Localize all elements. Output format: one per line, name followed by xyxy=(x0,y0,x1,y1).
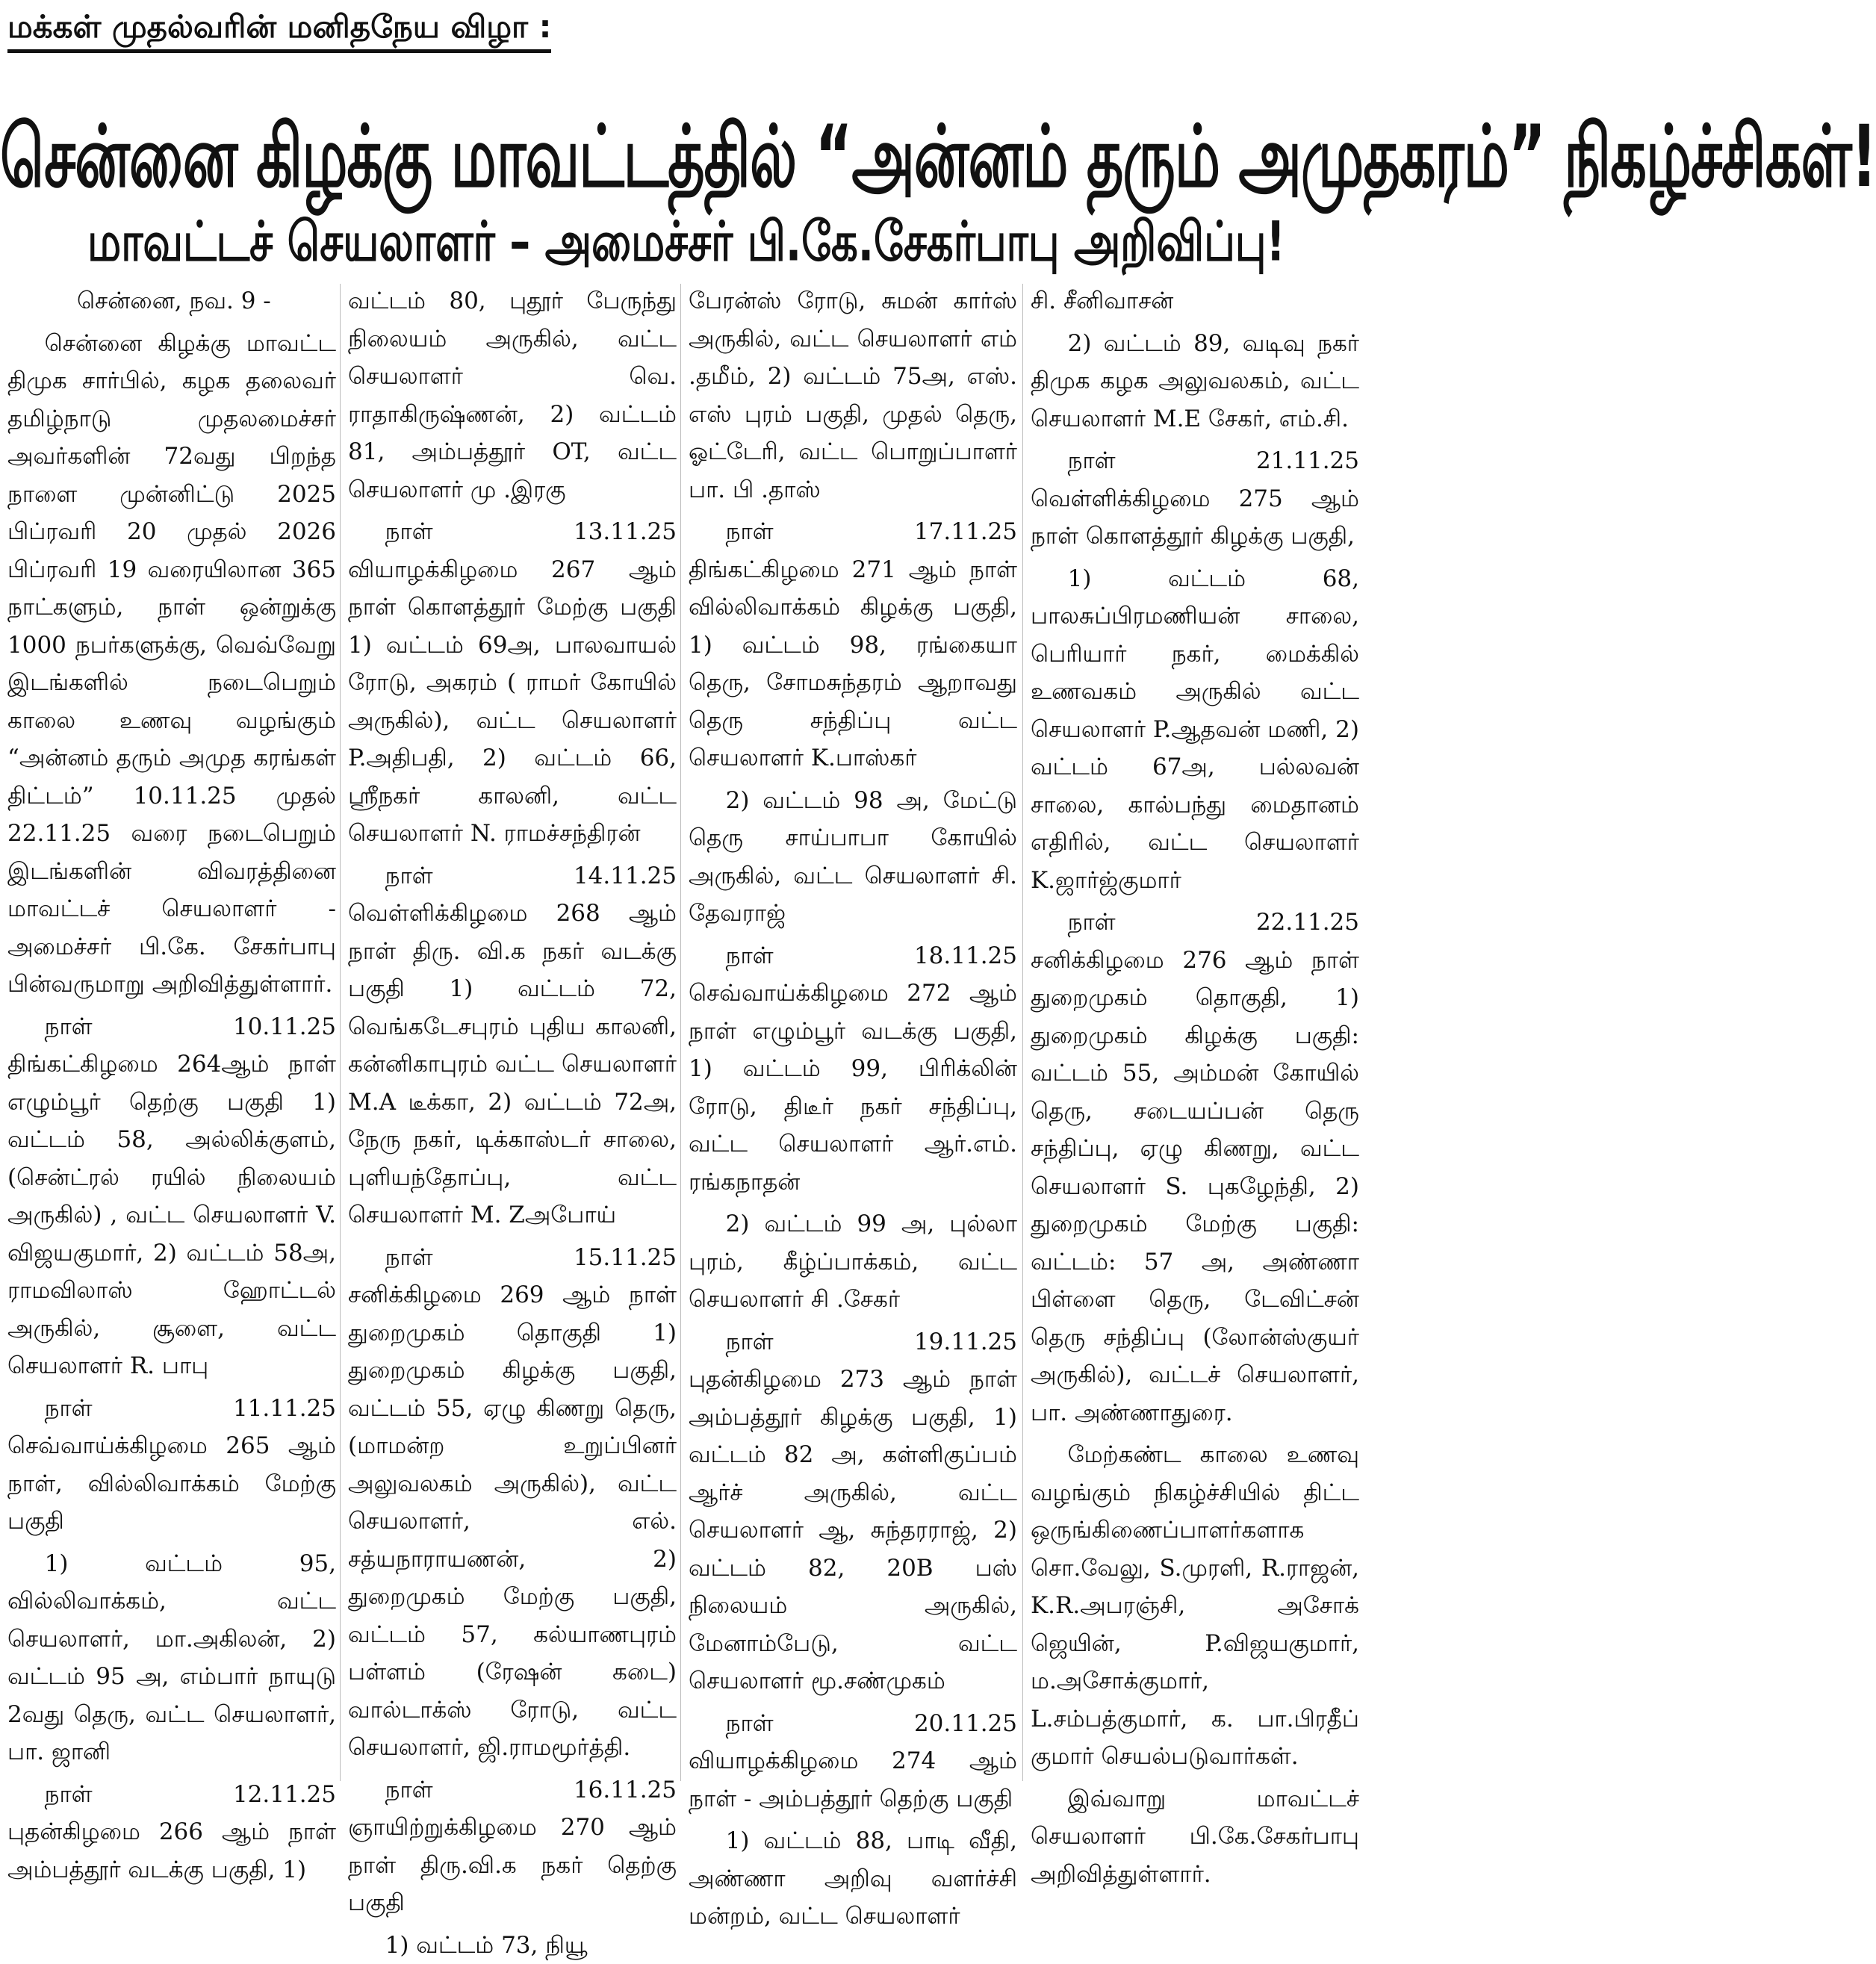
paragraph: சென்னை கிழக்கு மாவட்ட திமுக சார்பில், கழக தலைவர் தமிழ்நாடு முதலமைச்சர் அவர்களின் 72வது பிறந்த நாளை முன்னிட்டு 2025 பிப்ரவரி 20 முதல் 2026 பிப்ரவரி 19 வரையிலான 365 நாட்களும், நாள் ஒன்றுக்கு 1000 நபர்களுக்கு, வெவ்வேறு இடங்களில் நடைபெறும் காலை உணவு வழங்கும் “அன்னம் தரும் அமுத கரங்கள் திட்டம்” 10.11.25 முதல் 22.11.25 வரை நடைபெறும் இடங்களின் விவரத்தினை மாவட்டச் செயலாளர் - அமைச்சர் பி.கே. சேகர்பாபு பின்வருமாறு அறிவித்துள்ளார். xyxy=(7,325,336,1004)
paragraph: நாள் 10.11.25 திங்கட்கிழமை 264ஆம் நாள் எழும்பூர் தெற்கு பகுதி 1) வட்டம் 58, அல்லிக்குளம், (சென்ட்ரல் ரயில் நிலையம் அருகில்) , வட்ட செயலாளர் V. விஜயகுமார், 2) வட்டம் 58அ, ராமவிலாஸ் ஹோட்டல் அருகில், சூளை, வட்ட செயலாளர் R. பாபு xyxy=(7,1008,336,1385)
column-divider xyxy=(1022,284,1023,1781)
paragraph: 2) வட்டம் 89, வடிவு நகர் திமுக கழக அலுவலகம், வட்ட செயலாளர் M.E சேகர், எம்.சி. xyxy=(1031,325,1359,438)
paragraph: நாள் 18.11.25 செவ்வாய்க்கிழமை 272 ஆம் நாள் எழும்பூர் வடக்கு பகுதி, 1) வட்டம் 99, பிரிக்லின் ரோடு, திடீர் நகர் சந்திப்பு, வட்ட செயலாளர் ஆர்.எம். ரங்கநாதன் xyxy=(689,937,1017,1202)
column-divider xyxy=(340,284,341,1781)
article-column-3 xyxy=(689,282,1017,1783)
paragraph: மேற்கண்ட காலை உணவு வழங்கும் நிகழ்ச்சியில் திட்ட ஒருங்கிணைப்பாளர்களாக சொ.வேலு, S.முரளி, R.ராஜன், K.R.அபரஞ்சி, அசோக் ஜெயின், P.விஜயகுமார், ம.அசோக்குமார், L.சம்பத்குமார், க. பா.பிரதீப் குமார் செயல்படுவார்கள். xyxy=(1031,1436,1359,1776)
paragraph: நாள் 22.11.25 சனிக்கிழமை 276 ஆம் நாள் துறைமுகம் தொகுதி, 1) துறைமுகம் கிழக்கு பகுதி: வட்டம் 55, அம்மன் கோயில் தெரு, சடையப்பன் தெரு சந்திப்பு, ஏழு கிணறு, வட்ட செயலாளர் S. புகழேந்தி, 2) துறைமுகம் மேற்கு பகுதி: வட்டம்: 57 அ, அண்ணா பிள்ளை தெரு, டேவிட்சன் தெரு சந்திப்பு (லோன்ஸ்குயர் அருகில்), வட்டச் செயலாளர், பா. அண்ணாதுரை. xyxy=(1031,904,1359,1432)
paragraph: நாள் 19.11.25 புதன்கிழமை 273 ஆம் நாள் அம்பத்தூர் கிழக்கு பகுதி, 1) வட்டம் 82 அ, கள்ளிகுப்பம் ஆர்ச் அருகில், வட்ட செயலாளர் ஆ, சுந்தரராஜ், 2) வட்டம் 82, 20B பஸ் நிலையம் அருகில், மேனாம்பேடு, வட்ட செயலாளர் மூ.சண்முகம் xyxy=(689,1323,1017,1700)
paragraph: பேரன்ஸ் ரோடு, சுமன் கார்ஸ் அருகில், வட்ட செயலாளர் எம் .தமீம், 2) வட்டம் 75அ, எஸ். எஸ் புரம் பகுதி, முதல் தெரு, ஓட்டேரி, வட்ட பொறுப்பாளர் பா. பி .தாஸ் xyxy=(689,282,1017,509)
paragraph: 2) வட்டம் 98 அ, மேட்டு தெரு சாய்பாபா கோயில் அருகில், வட்ட செயலாளர் சி. தேவராஜ் xyxy=(689,782,1017,933)
headline: சென்னை கிழக்கு மாவட்டத்தில் “அன்னம் தரும் அமுதகரம்” நிகழ்ச்சிகள்! xyxy=(0,63,1373,251)
paragraph: நாள் 17.11.25 திங்கட்கிழமை 271 ஆம் நாள் வில்லிவாக்கம் கிழக்கு பகுதி, 1) வட்டம் 98, ரங்கையா தெரு, சோமசுந்தரம் ஆறாவது தெரு சந்திப்பு வட்ட செயலாளர் K.பாஸ்கர் xyxy=(689,513,1017,777)
article-column-4 xyxy=(1031,282,1359,1783)
paragraph: நாள் 14.11.25 வெள்ளிக்கிழமை 268 ஆம் நாள் திரு. வி.க நகர் வடக்கு பகுதி 1) வட்டம் 72, வெங்கடேசபுரம் புதிய காலனி, கன்னிகாபுரம் வட்ட செயலாளர் M.A டீக்கா, 2) வட்டம் 72அ, நேரு நகர், டிக்காஸ்டர் சாலை, புளியந்தோப்பு, வட்ட செயலாளர் M. Zஅபோய் xyxy=(348,857,677,1234)
paragraph: இவ்வாறு மாவட்டச் செயலாளர் பி.கே.சேகர்பாபு அறிவித்துள்ளார். xyxy=(1031,1780,1359,1894)
kicker-title: மக்கள் முதல்வரின் மனிதநேய விழா : xyxy=(7,7,551,53)
paragraph: நாள் 16.11.25 ஞாயிற்றுக்கிழமை 270 ஆம் நாள் திரு.வி.க நகர் தெற்கு பகுதி xyxy=(348,1771,677,1922)
paragraph: நாள் 11.11.25 செவ்வாய்க்கிழமை 265 ஆம் நாள், வில்லிவாக்கம் மேற்கு பகுதி xyxy=(7,1390,336,1541)
paragraph: நாள் 13.11.25 வியாழக்கிழமை 267 ஆம் நாள் கொளத்தூர் மேற்கு பகுதி 1) வட்டம் 69அ, பாலவாயல் ரோடு, அகரம் ( ராமர் கோயில் அருகில்), வட்ட செயலாளர் P.அதிபதி, 2) வட்டம் 66, ஸ்ரீநகர் காலனி, வட்ட செயலாளர் N. ராமச்சந்திரன் xyxy=(348,513,677,853)
paragraph: 2) வட்டம் 99 அ, புல்லா புரம், கீழ்ப்பாக்கம், வட்ட செயலாளர் சி .சேகர் xyxy=(689,1205,1017,1319)
paragraph: 1) வட்டம் 68, பாலசுப்பிரமணியன் சாலை, பெரியார் நகர், மைக்கில் உணவகம் அருகில் வட்ட செயலாளர் P.ஆதவன் மணி, 2) வட்டம் 67அ, பல்லவன் சாலை, கால்பந்து மைதானம் எதிரில், வட்ட செயலாளர் K.ஜார்ஜ்குமார் xyxy=(1031,560,1359,900)
paragraph: வட்டம் 80, புதூர் பேருந்து நிலையம் அருகில், வட்ட செயலாளர் வெ. ராதாகிருஷ்ணன், 2) வட்டம் 81, அம்பத்தூர் OT, வட்ட செயலாளர் மு .இரகு xyxy=(348,282,677,509)
paragraph: நாள் 21.11.25 வெள்ளிக்கிழமை 275 ஆம் நாள் கொளத்தூர் கிழக்கு பகுதி, xyxy=(1031,442,1359,556)
column-divider xyxy=(680,284,681,1781)
paragraph: 1) வட்டம் 95, வில்லிவாக்கம், வட்ட செயலாளர், மா.அகிலன், 2) வட்டம் 95 அ, எம்பார் நாயுடு 2வது தெரு, வட்ட செயலாளர், பா. ஜானி xyxy=(7,1545,336,1771)
paragraph: சி. சீனிவாசன் xyxy=(1031,282,1359,320)
article-column-2 xyxy=(348,282,677,1783)
paragraph: 1) வட்டம் 73, நியூ xyxy=(348,1927,677,1964)
paragraph: நாள் 12.11.25 புதன்கிழமை 266 ஆம் நாள் அம்பத்தூர் வடக்கு பகுதி, 1) xyxy=(7,1776,336,1889)
paragraph: 1) வட்டம் 88, பாடி வீதி, அண்ணா அறிவு வளர்ச்சி மன்றம், வட்ட செயலாளர் xyxy=(689,1822,1017,1936)
dateline: சென்னை, நவ. 9 - xyxy=(7,282,336,320)
article-column-1 xyxy=(7,282,336,1783)
paragraph: நாள் 20.11.25 வியாழக்கிழமை 274 ஆம் நாள் - அம்பத்தூர் தெற்கு பகுதி xyxy=(689,1705,1017,1818)
subheadline: மாவட்டச் செயலாளர் – அமைச்சர் பி.கே.சேகர்பாபு அறிவிப்பு! xyxy=(0,203,1373,283)
paragraph: நாள் 15.11.25 சனிக்கிழமை 269 ஆம் நாள் துறைமுகம் தொகுதி 1) துறைமுகம் கிழக்கு பகுதி, வட்டம் 55, ஏழு கிணறு தெரு, (மாமன்ற உறுப்பினர் அலுவலகம் அருகில்), வட்ட செயலாளர், எல். சத்யநாராயணன், 2) துறைமுகம் மேற்கு பகுதி, வட்டம் 57, கல்யாணபுரம் பள்ளம் (ரேஷன் கடை) வால்டாக்ஸ் ரோடு, வட்ட செயலாளர், ஜி.ராமமூர்த்தி. xyxy=(348,1239,677,1767)
